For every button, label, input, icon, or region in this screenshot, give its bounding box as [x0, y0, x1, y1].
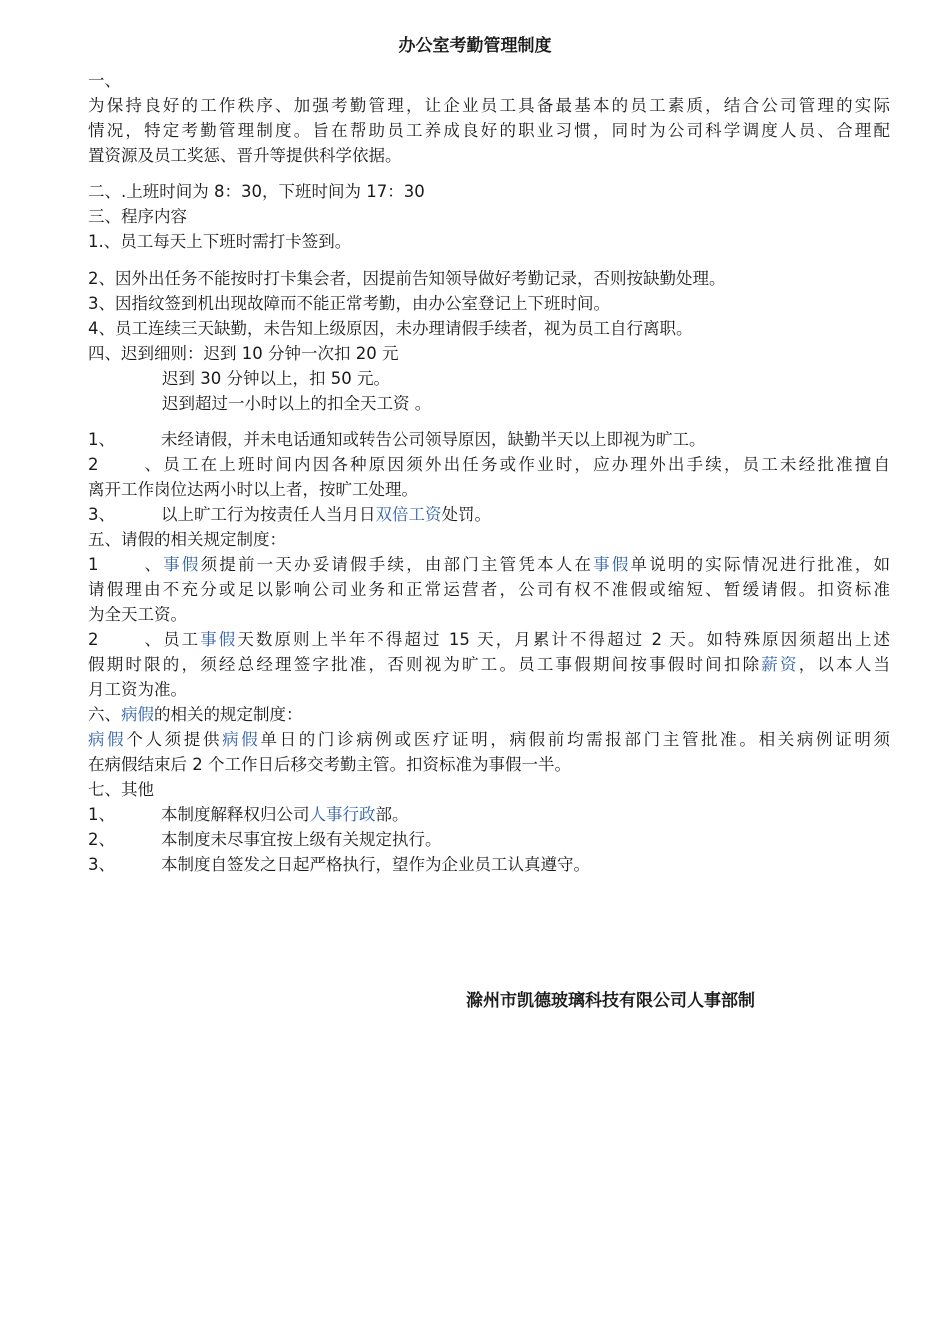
item-text: 员工在上班时间内因各种原因须外出任务或作业时，应办理外出手续，员工未经批准擅自: [161, 455, 890, 474]
item-number: 1、: [88, 555, 161, 574]
personal-leave-link[interactable]: 事假: [161, 555, 201, 574]
item-number: 2、: [88, 630, 161, 649]
item-text: 以上旷工行为按责任人当月日: [161, 505, 376, 524]
section-5-label: 五、请假的相关规定制度：: [88, 530, 286, 549]
section-4-item-3: [88, 504, 491, 526]
item-text-end: 处罚。: [441, 505, 491, 524]
item-number: 1、: [88, 805, 115, 824]
sick-leave-link[interactable]: 病假: [222, 730, 261, 749]
item-number: 3、: [88, 505, 115, 524]
section-1-line-3: 置资源及员工奖惩、晋升等提供科学依据。: [88, 146, 402, 165]
section-5-item-1-line-2: 请假理由不充分或足以影响公司业务和正常运营者，公司有权不准假或缩短、暂缓请假。扣资标准: [88, 580, 890, 599]
section-5-item-1: [88, 554, 890, 576]
section-4-rule-3: 迟到超过一小时以上的扣全天工资 。: [162, 394, 432, 413]
salary-link[interactable]: 薪资: [761, 655, 799, 674]
section-3-item-1: 1.、员工每天上下班时需打卡签到。: [88, 232, 352, 251]
section-1-line-1: 为保持良好的工作秩序、加强考勤管理，让企业员工具备最基本的员工素质，结合公司管理的实际: [88, 96, 890, 115]
section-3-item-3: 3、因指纹签到机出现故障而不能正常考勤，由办公室登记上下班时间。: [88, 294, 610, 313]
section-3-item-2: 2、因外出任务不能按时打卡集会者，因提前告知领导做好考勤记录，否则按缺勤处理。: [88, 269, 726, 288]
document-title: 办公室考勤管理制度: [398, 36, 552, 56]
item-text: 未经请假，并未电话通知或转告公司领导原因，缺勤半天以上即视为旷工。: [161, 430, 706, 449]
double-wage-link[interactable]: 双倍工资: [375, 505, 442, 524]
section-6-label: [88, 704, 303, 726]
label-text: 的相关的规定制度：: [154, 705, 303, 724]
item-text-end: 部。: [375, 805, 409, 824]
section-7-label: 七、其他: [88, 780, 154, 799]
section-1-label: 一、: [88, 71, 121, 90]
section-5-item-2-line-3: 月工资为准。: [88, 680, 187, 699]
section-4-item-2: [88, 454, 890, 476]
item-text: 天数原则上半年不得超过 15 天，月累计不得超过 2 天。如特殊原因须超出上述: [237, 630, 891, 649]
personal-leave-link[interactable]: 事假: [200, 630, 238, 649]
section-4-item-1: [88, 429, 706, 451]
item-text: 须提前一天办妥请假手续，由部门主管凭本人在: [200, 555, 594, 574]
section-5-item-2: [88, 629, 890, 651]
hr-admin-link[interactable]: 人事行政: [309, 805, 376, 824]
section-2-work-hours: 二、.上班时间为 8：30，下班时间为 17：30: [88, 182, 425, 201]
item-text: 员工: [161, 630, 201, 649]
label-text: 六、: [88, 705, 121, 724]
section-6-line-1: [88, 729, 890, 751]
section-7-item-3: [88, 854, 590, 876]
item-text: ，以本人当: [798, 655, 891, 674]
section-5-item-1-line-3: 为全天工资。: [88, 605, 187, 624]
item-text: 本制度解释权归公司: [161, 805, 310, 824]
item-text: 本制度自签发之日起严格执行，望作为企业员工认真遵守。: [161, 855, 590, 874]
section-1-line-2: 情况，特定考勤管理制度。旨在帮助员工养成良好的职业习惯，同时为公司科学调度人员、合理配: [88, 121, 890, 140]
section-6-line-2: 在病假结束后 2 个工作日后移交考勤主管。扣资标准为事假一半。: [88, 755, 571, 774]
personal-leave-link[interactable]: 事假: [593, 555, 631, 574]
item-text: 假期时限的，须经总经理签字批准，否则视为旷工。员工事假期间按事假时间扣除: [88, 655, 762, 674]
item-text: 单说明的实际情况进行批准，如: [630, 555, 891, 574]
section-7-item-1: [88, 804, 409, 826]
item-number: 2、: [88, 830, 115, 849]
section-5-item-2-line-2: [88, 654, 890, 676]
sick-leave-link[interactable]: 病假: [88, 730, 127, 749]
section-4-label: 四、迟到细则：迟到 10 分钟一次扣 20 元: [88, 344, 399, 363]
signature: 滁州市凯德玻璃科技有限公司人事部制: [466, 991, 755, 1011]
item-text: 本制度未尽事宜按上级有关规定执行。: [161, 830, 442, 849]
item-text: 个人须提供: [126, 730, 223, 749]
section-4-rule-2: 迟到 30 分钟以上，扣 50 元。: [162, 369, 390, 388]
item-number: 2、: [88, 455, 161, 474]
section-7-item-2: [88, 829, 442, 851]
sick-leave-link[interactable]: 病假: [121, 705, 154, 724]
item-number: 1、: [88, 430, 115, 449]
item-text: 单日的门诊病例或医疗证明，病假前均需报部门主管批准。相关病例证明须: [260, 730, 891, 749]
section-4-item-2-cont: 离开工作岗位达两小时以上者，按旷工处理。: [88, 480, 418, 499]
item-number: 3、: [88, 855, 115, 874]
section-3-label: 三、程序内容: [88, 207, 187, 226]
section-3-item-4: 4、员工连续三天缺勤，未告知上级原因，未办理请假手续者，视为员工自行离职。: [88, 319, 693, 338]
